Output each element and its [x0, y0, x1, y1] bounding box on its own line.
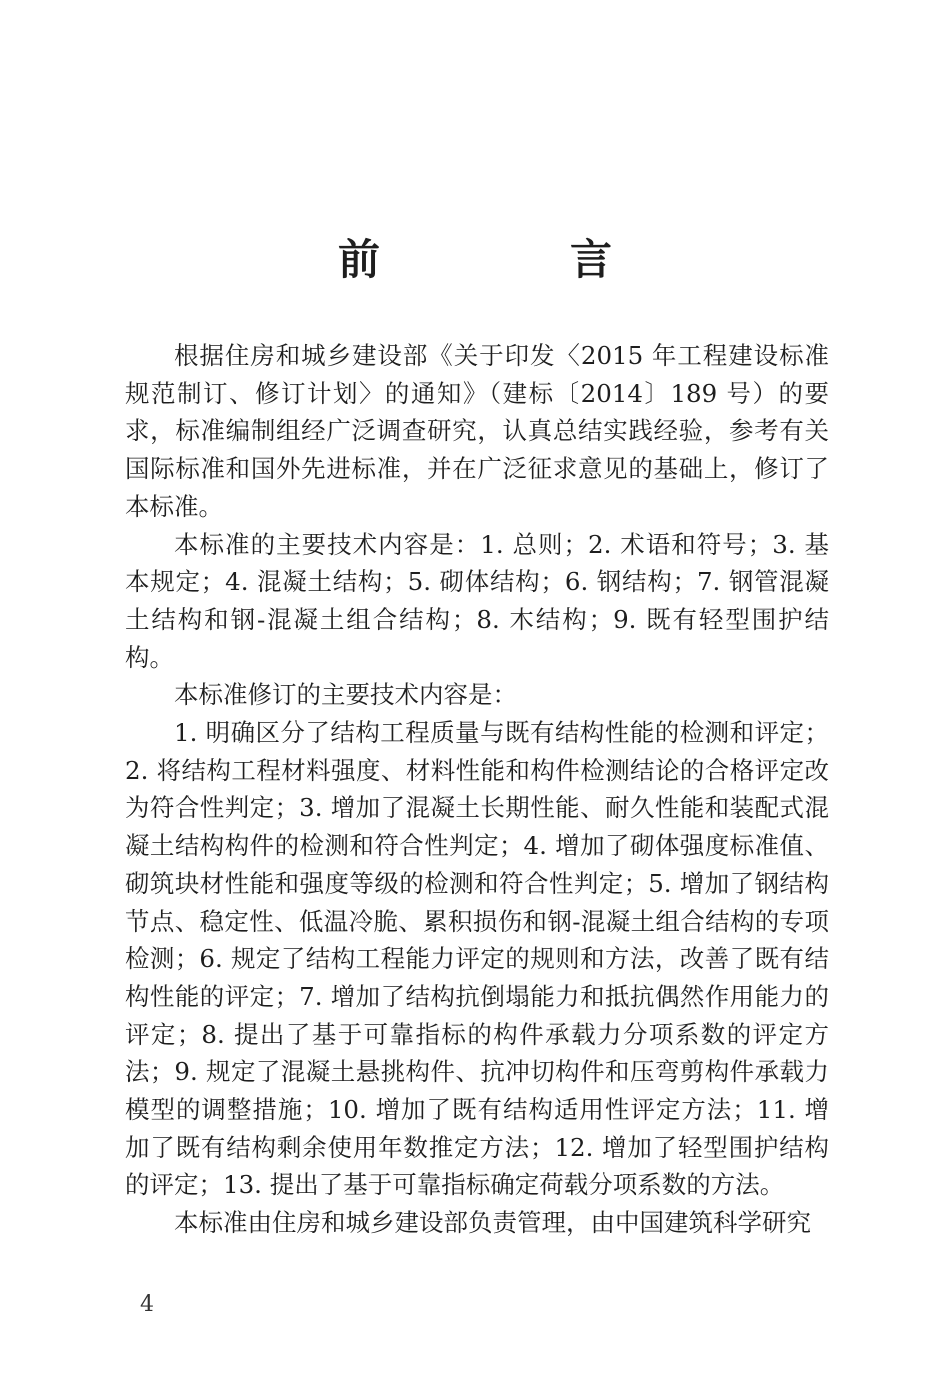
paragraph-main-contents: 本标准的主要技术内容是：1. 总则；2. 术语和符号；3. 基本规定；4. 混凝土结构；5. 砌体结构；6. 钢结构；7. 钢管混凝土结构和钢-混凝土组合结构；8. 木结构；9. 既有轻型围护结构。 — [125, 529, 829, 672]
preface-body — [125, 337, 829, 1242]
paragraph-management: 本标准由住房和城乡建设部负责管理，由中国建筑科学研究 — [174, 1208, 811, 1238]
page-number: 4 — [140, 1292, 154, 1317]
paragraph-revision-items: 1. 明确区分了结构工程质量与既有结构性能的检测和评定；2. 将结构工程材料强度、材料性能和构件检测结论的合格评定改为符合性判定；3. 增加了混凝土长期性能、耐久性能和装配式混凝土结构构件的检测和符合性判定；4. 增加了砌体强度标准值、砌筑块材性能和强度等级的检测和符合性判定；5. 增加了钢结构节点、稳定性、低温冷脆、累积损伤和钢-混凝土组合结构的专项检测；6. 规定了结构工程能力评定的规则和方法，改善了既有结构性能的评定；7. 增加了结构抗倒塌能力和抵抗偶然作用能力的评定；8. 提出了基于可靠指标的构件承载力分项系数的评定方法；9. 规定了混凝土悬挑构件、抗冲切构件和压弯剪构件承载力模型的调整措施；10. 增加了既有结构适用性评定方法；11. 增加了既有结构剩余使用年数推定方法；12. 增加了轻型围护结构的评定；13. 提出了基于可靠指标确定荷载分项系数的方法。 — [125, 718, 829, 1200]
paragraph-revision-intro: 本标准修订的主要技术内容是： — [174, 680, 517, 710]
page-title: 前 言 — [337, 235, 686, 284]
paragraph-background: 根据住房和城乡建设部《关于印发〈2015 年工程建设标准规范制订、修订计划〉的通知》（建标〔2014〕189 号）的要求，标准编制组经广泛调查研究，认真总结实践经验，参考有关国际标准和国外先进标准，并在广泛征求意见的基础上，修订了本标准。 — [125, 341, 829, 521]
